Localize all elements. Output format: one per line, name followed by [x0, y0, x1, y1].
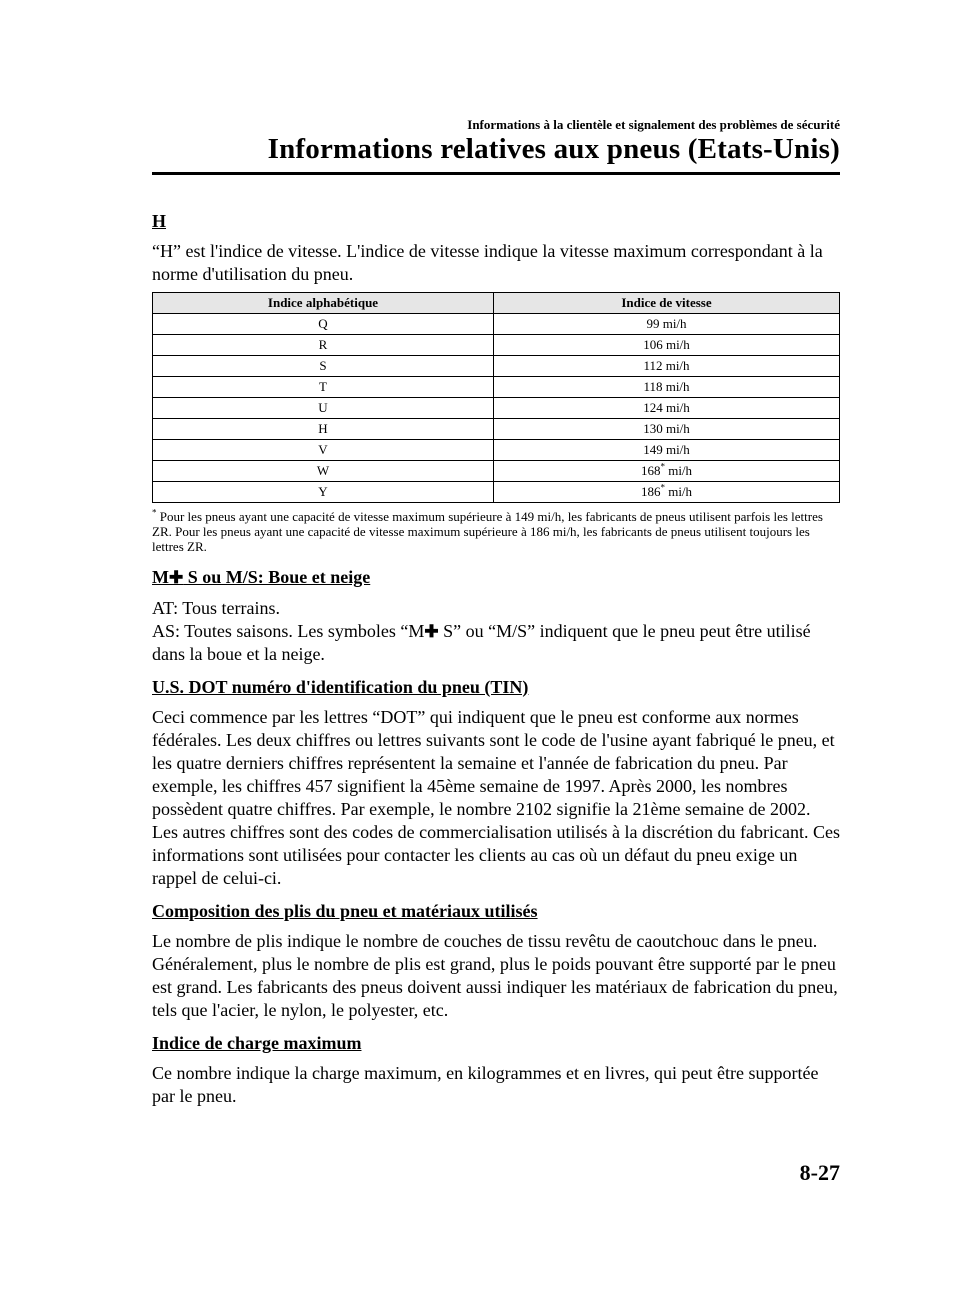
table-cell-letter: Q — [153, 314, 494, 335]
at-line: AT: Tous terrains. — [152, 598, 280, 618]
speed-value: 186 — [640, 484, 661, 499]
table-cell-speed: 106 mi/h — [494, 335, 840, 356]
table-footnote — [152, 509, 840, 554]
section-ms-heading — [152, 566, 840, 589]
table-row — [153, 440, 840, 461]
section-plies-heading: Composition des plis du pneu et matériaux utilisés — [152, 901, 538, 921]
section-ms-text — [152, 597, 840, 666]
table-cell-letter: T — [153, 377, 494, 398]
table-row — [153, 335, 840, 356]
table-cell-letter: V — [153, 440, 494, 461]
speed-value: 168 — [640, 463, 661, 478]
plus-icon: ✚ — [424, 622, 439, 641]
table-row — [153, 356, 840, 377]
table-cell-letter: Y — [153, 482, 494, 503]
footnote-marker: * — [152, 507, 157, 518]
section-h-heading: H — [152, 211, 167, 231]
table-cell-speed: 124 mi/h — [494, 398, 840, 419]
footnote-text: Pour les pneus ayant une capacité de vitesse maximum supérieure à 149 mi/h, les fabricants de pneus utilisent parfois les lettres ZR. Pour les pneus ayant une capacité de vitesse maximum supérieure à 186 mi/h, les fabricants de pneus utilisent toujours les lettres ZR. — [152, 509, 823, 554]
page-title: Informations relatives aux pneus (Etats-Unis) — [267, 133, 840, 165]
column-header-speed: Indice de vitesse — [494, 293, 840, 314]
table-cell-speed: 112 mi/h — [494, 356, 840, 377]
table-cell-speed: 130 mi/h — [494, 419, 840, 440]
column-header-letter: Indice alphabétique — [153, 293, 494, 314]
plus-icon: ✚ — [169, 568, 184, 587]
table-cell-letter: H — [153, 419, 494, 440]
table-row — [153, 398, 840, 419]
heading-m: M — [152, 567, 169, 587]
speed-unit: mi/h — [664, 463, 693, 478]
section-plies-text: Le nombre de plis indique le nombre de couches de tissu revêtu de caoutchouc dans le pneu. Généralement, plus le nombre de plis est grand, plus le poids pouvant être supporté par le pneu est grand. Les fabricants des pneus doivent aussi indiquer les matériaux de fabrication du pneu, tels que l'acier, le nylon, le polyester, etc. — [152, 931, 838, 1020]
table-cell-speed — [494, 482, 840, 503]
footnote-marker: * — [660, 482, 665, 493]
speed-unit: mi/h — [664, 484, 693, 499]
table-cell-speed: 118 mi/h — [494, 377, 840, 398]
section-h-text: “H” est l'indice de vitesse. L'indice de vitesse indique la vitesse maximum correspondant à la norme d'utilisation du pneu. — [152, 241, 823, 284]
page-number: 8-27 — [799, 1160, 840, 1185]
table-cell-letter: R — [153, 335, 494, 356]
as-line-end: S” ou “M/S” indiquent que le pneu peut être utilisé dans la boue et la neige. — [152, 621, 811, 664]
heading-rest: S ou M/S: Boue et neige — [183, 567, 371, 587]
table-cell-letter: U — [153, 398, 494, 419]
table-row — [153, 419, 840, 440]
header-subtitle: Informations à la clientèle et signalement des problèmes de sécurité — [467, 117, 840, 132]
section-dot-heading: U.S. DOT numéro d'identification du pneu (TIN) — [152, 677, 529, 697]
header-divider — [152, 172, 840, 175]
section-load-text: Ce nombre indique la charge maximum, en kilogrammes et en livres, qui peut être supportée par le pneu. — [152, 1063, 819, 1106]
table-cell-letter: W — [153, 461, 494, 482]
section-load-heading: Indice de charge maximum — [152, 1033, 362, 1053]
speed-index-table — [152, 292, 840, 503]
table-row — [153, 482, 840, 503]
table-row — [153, 377, 840, 398]
table-header-row — [153, 293, 840, 314]
table-cell-speed: 99 mi/h — [494, 314, 840, 335]
table-cell-speed: 149 mi/h — [494, 440, 840, 461]
table-row — [153, 461, 840, 482]
table-row — [153, 314, 840, 335]
page-content — [152, 210, 840, 1118]
section-dot-text: Ceci commence par les lettres “DOT” qui indiquent que le pneu est conforme aux normes fédérales. Les deux chiffres ou lettres suivants sont le code de l'usine ayant fabriqué le pneu, et les quatre derniers chiffres représentent la semaine et l'année de fabrication du pneu. Par exemple, les chiffres 457 signifient la 45ème semaine de 1997. Après 2000, les nombres possèdent quatre chiffres. Par exemple, le nombre 2102 signifie la 21ème semaine de 2002. Les autres chiffres sont des codes de commercialisation utilisés à la discrétion du fabricant. Ces informations sont utilisées pour contacter les clients au cas où un défaut du pneu exige un rappel de celui-ci. — [152, 707, 840, 888]
table-cell-speed — [494, 461, 840, 482]
footnote-marker: * — [660, 461, 665, 472]
as-line-start: AS: Toutes saisons. Les symboles “M — [152, 621, 425, 641]
table-cell-letter: S — [153, 356, 494, 377]
